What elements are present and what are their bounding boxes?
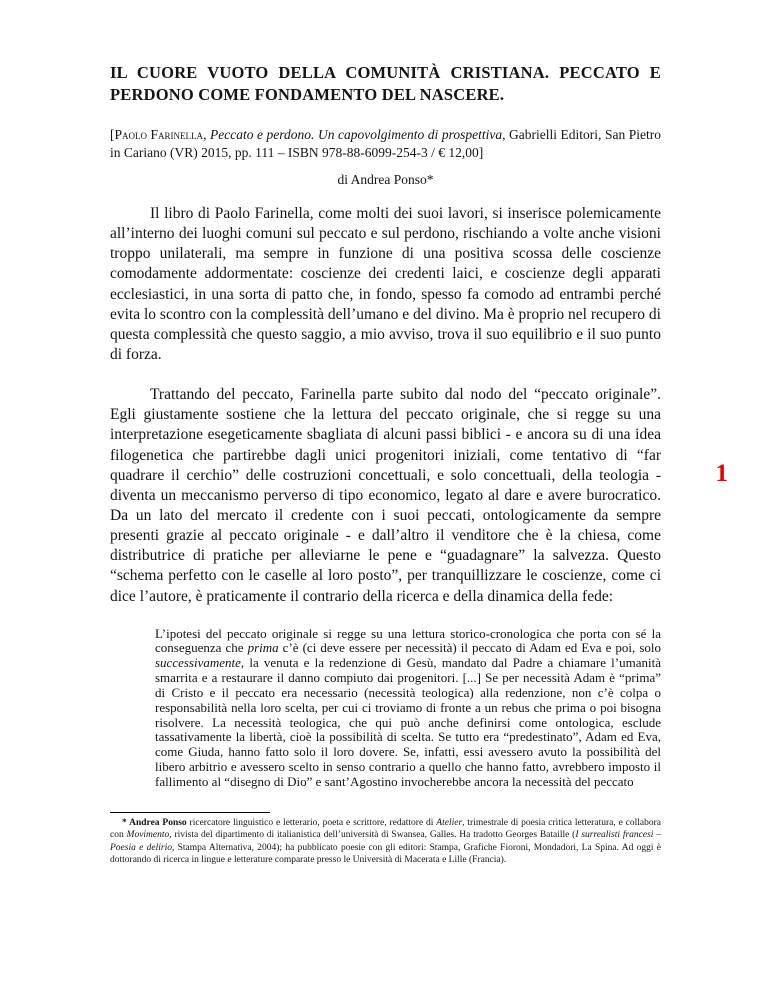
citation-open-bracket: [ (110, 126, 115, 142)
footnote-rule (110, 812, 270, 813)
paragraph-1: Il libro di Paolo Farinella, come molti dei suoi lavori, si inserisce polemicamente all’interno dei luoghi comuni sul peccato e sul perdono, rischiando a volte anche visioni troppo unilaterali, ma sempre in funzione di una positiva scossa delle coscienze comodamente addormentate: coscienze dei credenti laici, e coscienze degli apparati ecclesiastici, in una sorta di patto che, in fondo, spesso fa comodo ad entrambi perché evita lo scontro con la complessità dell’umano e del divino. Ma è proprio nel recupero di questa complessità che questo saggio, a mio avviso, trova il suo equilibrio e il suo punto di forza. (110, 204, 661, 363)
citation-publisher-info: , Gabrielli Editori, San Pietro in Cariano (VR) 2015, pp. 111 – ISBN 978-88-6099-254-3 / € 12,00] (110, 126, 661, 160)
citation-separator: , (203, 126, 210, 142)
block-quote: L’ipotesi del peccato originale si regge su una lettura storico-cronologica che porta con sé la conseguenza che prima c’è (ci deve essere per necessità) il peccato di Adam ed Eva e poi, solo successivamente, la venuta e la redenzione di Gesù, mandato dal Padre a chiamare l’umanità smarrita e a restaurare il danno compiuto dai progenitori. [...] Se per necessità Adam è “prima” di Cristo e il peccato era necessario (necessità teologica) alla redenzione, non c’è colpa o responsabilità nella loro scelta, per cui ci troviamo di fronte a un rebus che prima o poi bisogna risolvere. La necessità teologica, che qui può anche definirsi come ontologica, esclude tassativamente la libertà, cioè la possibilità di scelta. Se tutto era “predestinato”, Adam ed Eva, come Giuda, hanno fatto solo il loro dovere. Se, infatti, essi avessero avuto la possibilità del libero arbitrio e avessero scelto in senso contrario a quello che hanno fatto, avrebbero imposto il fallimento al “disegno di Dio” e sant’Agostino invocherebbe ancora la necessità del peccato (155, 625, 662, 789)
document-title: IL CUORE VUOTO DELLA COMUNITÀ CRISTIANA. PECCATO E PERDONO COME FONDAMENTO DEL NASCERE. (110, 63, 661, 104)
citation-author: Paolo Farinella (114, 126, 204, 142)
byline: di Andrea Ponso* (337, 171, 434, 187)
page-number-annotation: 1 (715, 460, 728, 487)
book-citation (110, 126, 661, 162)
footnote-text: * Andrea Ponso ricercatore linguistico e letterario, poeta e scrittore, redattore di Atelier, trimestrale di poesia critica letteratura, e collabora con Movimento, rivista del dipartimento di italianistica dell’università di Swansea, Galles. Ha tradotto Georges Bataille (I surrealisti francesi – Poesia e delirio, Stampa Alternativa, 2004); ha pubblicato poesie con gli editori: Stampa, Grafiche Fioroni, Mondadori, La Spina. Ad oggi è dottorando di ricerca in lingue e letterature comparate presso le Università di Macerata e Lille (Francia). (110, 817, 662, 866)
paragraph-2: Trattando del peccato, Farinella parte subito dal nodo del “peccato originale”. Egli giustamente sostiene che la lettura del peccato originale, che si regge su una interpretazione esegeticamente sbagliata di alcuni passi biblici - e ancora su di una idea filogenetica che partirebbe dagli unici progenitori iniziali, come tentativo di “far quadrare il cerchio” delle costruzioni concettuali, e solo concettuali, della teologia - diventa un meccanismo perverso di tipo economico, legato al dare e avere burocratico. Da un lato del mercato il credente con i suoi peccati, ontologicamente da sempre presenti grazie al peccato originale - e dall’altro il venditore che è la chiesa, come distributrice di pratiche per alleviarne le pene e “guadagnare” la salvezza. Questo “schema perfetto con le caselle al loro posto”, per tranquillizzare le coscienze, come ci dice l’autore, è praticamente il contrario della ricerca e della dinamica della fede: (110, 386, 661, 605)
footnote-section (110, 812, 661, 867)
citation-book-title: Peccato e perdono. Un capovolgimento di prospettiva (209, 126, 503, 142)
